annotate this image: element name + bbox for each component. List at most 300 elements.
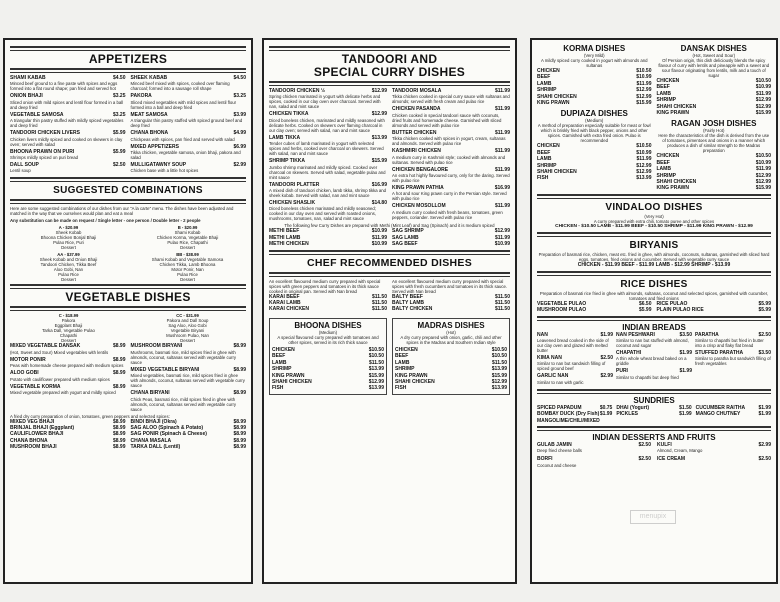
menu-item-name: PURI	[616, 368, 628, 375]
menu-item	[131, 162, 247, 173]
price-row	[392, 241, 510, 247]
menu-item	[695, 350, 771, 366]
menu-item-name: MIXED VEG BHAJI	[10, 418, 55, 425]
menu-item-desc: Spring chicken marinated in yogurt with delicate herbs and spices, cooked in our clay oven over charcoal. Served with nan, salad and mint sauce	[269, 94, 381, 110]
menu-item-desc: Leavened bread cooked in the side of our clay oven and glazed with melted butter	[537, 337, 609, 353]
menu-item-name: SHAHI CHICKEN	[537, 169, 577, 176]
menu-item-price: $10.50	[368, 353, 384, 360]
price-row	[269, 306, 387, 312]
breads-title: INDIAN BREADS	[622, 322, 686, 332]
menu-item-price: $1.99	[679, 349, 692, 356]
menu-item-price: $13.99	[491, 366, 507, 373]
menu-item-name: TANDOORI CHICKEN ½	[269, 88, 326, 94]
menu-item-desc: A medium curry in Kashmiri style; cooked with almonds and sultanas. Served with pulao rice	[392, 154, 506, 165]
watermark: menupix	[630, 510, 676, 524]
menu-item-price: $2.50	[112, 162, 126, 169]
price-row	[10, 444, 126, 450]
menu-item-desc: A mixed dish of tandoori chicken, lamb tikka, shrimp tikka and sheek kobab. Served with salad, nan and mint sauce	[269, 188, 387, 199]
menu-item-name: SAG PONIR (Spinach & Cheese)	[130, 431, 207, 438]
menu-item-price: $12.99	[636, 93, 652, 100]
menu-item-price: $11.50	[491, 359, 507, 366]
menu-item-price: $12.99	[494, 228, 510, 235]
menu-item-price: $8.99	[233, 425, 246, 432]
combo-line: Chicken Tikka, Lamb Bhoona	[159, 262, 216, 268]
menu-item-name: SHAHI CHICKEN	[537, 93, 577, 100]
menu-item-price: $12.99	[368, 378, 384, 385]
combo-line: Pulao Rice, Chapathi	[167, 240, 208, 246]
combo-line: Vegetable Biryani	[170, 328, 205, 334]
dansak-desc: Of Persion origin, this dish deliciously blends the spicy flavour of curry with lentils and pineapple with a sweet and sour flavour originating from lentils, milk and a touch of sugar	[658, 58, 770, 78]
menu-item-name: SHRIMP	[272, 366, 292, 373]
vindaloo-prices: CHICKEN - $10.50 LAMB - $11.99 BEEF - $10.50 SHRIMP - $11.99 KING PRAWN - $12.99	[555, 223, 753, 229]
rogan-desc: Here the characteristics of the dish is derived from the use of tomatoes, pimentoes and onions in a manner which produces a dish of similar strength to the Madras preparation	[658, 133, 770, 154]
right-panel	[530, 38, 778, 584]
menu-item-price: $10.99	[494, 241, 510, 248]
menu-item-price: $5.99	[112, 148, 126, 155]
menu-item-price: $11.99	[494, 88, 510, 94]
menu-item-name: LAMB	[656, 166, 671, 173]
menu-item-desc: Diced boneless chicken marinated and mildly seasoned; cooked in our clay oven and served with roasted onions, mushrooms, tomatoes, nan, salad and mint sauce	[269, 206, 377, 222]
menu-item-name: KING PRAWN	[395, 372, 428, 379]
menu-item	[392, 88, 510, 104]
menu-item-name: NAN PESHWARI	[616, 331, 655, 338]
menu-item	[131, 367, 247, 388]
menu-item-price: $10.50	[491, 353, 507, 360]
rice-desc: Preparation of basmati rice fried in ghee with almonds, sultanas, coconut and selected spices, garnished with cucumber, tomatoes and fried onions	[539, 290, 769, 301]
menu-item	[131, 112, 247, 128]
menu-item	[537, 456, 651, 467]
menu-item-name: BEEF	[656, 159, 670, 166]
menu-item-desc: Mixed vegetable prepared with yogurt and mildly spiced	[10, 390, 116, 396]
veg-combos	[10, 313, 246, 343]
menu-item-name: KING PRAWN	[656, 110, 689, 117]
menu-item-price: $10.99	[755, 84, 771, 91]
menu-item-name: BINDI BHAJI (Okra)	[130, 418, 177, 425]
menu-item-price: $8.99	[233, 418, 246, 425]
menu-item-desc: Sliced mixed vegetables with mild spices and lentil flour formed into a ball and deep fried	[130, 99, 237, 110]
combo-card	[10, 225, 127, 250]
menu-item-price: $8.99	[112, 356, 126, 363]
menu-item-name: ALOO GOBI	[10, 370, 39, 377]
menu-item-price: $13.99	[368, 366, 384, 373]
combo-line: Sag Aloo, Aloo Gobi	[168, 323, 207, 329]
menu-item	[10, 384, 126, 395]
menu-item-price: $8.99	[112, 444, 126, 451]
menu-item-price: $11.99	[494, 148, 510, 155]
menu-item	[392, 130, 510, 146]
price-row	[657, 110, 772, 116]
menu-item-price: $10.99	[371, 228, 387, 235]
menu-item-name: SAG ALOO (Spinach & Potato)	[130, 425, 204, 432]
menu-item-price: $15.99	[755, 185, 771, 192]
menu-item-price: $11.50	[371, 306, 387, 313]
menu-item-name: LAMB	[272, 359, 287, 366]
menu-item	[392, 203, 510, 219]
menu-item-price: $5.99	[758, 300, 771, 307]
menu-item-price: $2.50	[638, 441, 651, 448]
menu-item-desc: Chickpeas with spices, pan fried and served with salad	[130, 136, 235, 142]
menu-item-price: $3.50	[679, 331, 692, 338]
menu-item-price: $8.99	[112, 437, 126, 444]
menu-item-name: BEEF	[395, 353, 409, 360]
menu-item-price: $1.99	[599, 411, 613, 418]
menu-item-name: SHRIMP	[537, 87, 557, 94]
menu-item	[131, 343, 247, 364]
menu-item	[131, 144, 247, 160]
menu-item-price: $8.99	[233, 390, 246, 397]
menu-item-name: SHRIMP	[395, 366, 415, 373]
madras-title: MADRAS DISHES	[417, 320, 485, 330]
price-row	[657, 185, 772, 191]
menu-item-name: MIXED APPETIZERS	[130, 143, 179, 150]
menu-item-price: $12.99	[491, 378, 507, 385]
menu-item-name: TANDOORI MOSALA	[392, 88, 442, 94]
menu-item-name: CAULIFLOWER BHAJI	[10, 431, 64, 438]
tandoori-title-1: TANDOORI AND	[341, 52, 438, 66]
menu-item	[657, 442, 771, 453]
price-row	[537, 307, 652, 313]
menu-item-price: $10.50	[755, 78, 771, 84]
menu-item-name: MANGO CHUTNEY	[695, 411, 741, 418]
menu-item-name: MUSHROOM BIRYANI	[130, 343, 183, 350]
menu-item-name: KIMA NAN	[537, 354, 562, 361]
menu-item-name: TANDOORI CHICKEN LIVERS	[10, 130, 80, 137]
menu-item-desc: Almond, Cream, Mango	[657, 448, 703, 454]
menu-item-desc: (Hot, Sweet and Sour) Mixed vegetables with lentils	[10, 349, 109, 355]
menu-item-price: $3.25	[233, 93, 246, 100]
menu-item-name: VEGETABLE KORMA	[10, 383, 61, 390]
menu-item-price: $4.50	[112, 75, 126, 81]
menu-item-name: LAMB TIKKA	[269, 134, 301, 141]
menu-item-name: SHAHI CHICKEN	[395, 378, 435, 385]
menu-item-price: $12.99	[371, 111, 387, 118]
menu-item	[616, 350, 692, 366]
combo-line: Dessert	[180, 245, 195, 251]
combo-code: AA - $37.99	[57, 252, 80, 258]
menu-item-name: KARAI BEEF	[269, 293, 300, 300]
menu-item-price: $5.99	[112, 130, 126, 137]
menu-item	[269, 88, 387, 109]
menu-item-name: BOMBAY DUCK (Dry Fish)	[537, 411, 600, 418]
menu-item	[269, 135, 387, 156]
menu-item-price: $8.99	[112, 343, 126, 350]
menu-item-name: CHICKEN BENGALORE	[392, 166, 449, 173]
menu-item-desc: Chick Peas, basmati rice, mild spices fried in ghee with almonds, coconut, sultanas served with vegetable curry sauce	[130, 396, 237, 412]
combo-line: Sheek Kobab and Onion Bhaji	[39, 257, 98, 263]
menu-item-price: $8.99	[233, 366, 246, 373]
menu-item-name: CHICKEN	[272, 346, 295, 353]
menu-item-name: CHICKEN	[537, 143, 560, 150]
menu-item-name: FISH	[537, 175, 549, 182]
menu-item-price: $11.99	[494, 129, 510, 136]
chef-title: CHEF RECOMMENDED DISHES	[307, 256, 472, 269]
menu-item-price: $12.99	[755, 97, 771, 104]
combo-code: BB - $38.99	[176, 252, 199, 258]
menu-item-price: $2.99	[758, 441, 771, 448]
menu-item-price: $14.80	[371, 200, 387, 207]
menu-item-name: BRINJAL BHAJI (Eggplant)	[10, 425, 75, 432]
menu-item-price: $5.99	[758, 307, 771, 314]
menu-item-desc: An extra hot highly flavoured curry, only for the daring. Served with pulao rice	[392, 173, 510, 184]
menu-item-price: $8.99	[233, 343, 246, 350]
menu-item-desc: Shrimps mildly spiced on puri bread	[10, 155, 79, 161]
combo-code: C - $18.99	[58, 313, 79, 319]
menu-item-name: BORFI	[537, 456, 553, 463]
menu-item-name: LAMB	[537, 80, 552, 87]
combo-line: Dessert	[61, 277, 76, 283]
menu-item-name: CHANA BHONA	[10, 437, 48, 444]
balty-desc: An excellent flavoured medium curry prepared with special spices with fresh cucumbers and tomatoes in its thick sauce. Served with Nan bread	[392, 278, 508, 294]
menu-item-desc: A medium curry cooked with fresh beans, tomatoes, green peppers, coriander. Served with pulao rice	[392, 209, 503, 220]
menu-item	[131, 390, 247, 411]
menu-item-price: $4.50	[233, 75, 246, 81]
menu-item	[10, 93, 126, 109]
menu-item-name: METHI CHICKEN	[269, 241, 309, 248]
menu-item	[695, 332, 771, 348]
menu-item-name: BALTY LAMB	[392, 300, 425, 307]
combo-line: Dessert	[180, 277, 195, 283]
dupiaza-desc: A method of preparation especially suitable for meat or fowl which is briskly fried with black pepper, onions and other spices. Garnished with extra fried onion. Pulao is recommended	[537, 123, 651, 144]
menu-item-desc: Similar to nan with garlic	[537, 379, 584, 385]
price-row	[131, 444, 247, 450]
menu-item	[10, 357, 126, 368]
menu-item-price: $11.50	[368, 359, 384, 366]
menu-item-price: $13.99	[368, 385, 384, 392]
menu-item-price: $10.99	[636, 74, 652, 81]
menu-item-desc: Chicken livers mildly spiced and cooked on skewers in clay oven; served with salad	[10, 136, 123, 147]
menu-item	[657, 456, 771, 467]
menu-item-name: CHICKEN	[537, 68, 560, 74]
combo-line: Pulao Rice	[58, 272, 79, 278]
menu-item-price: $11.50	[494, 300, 510, 307]
menu-item-price: $16.99	[494, 185, 510, 192]
menu-item-name: SPICED PAPADUM	[537, 404, 582, 411]
menu-item-price: $11.99	[755, 90, 771, 97]
menu-item-name: SAG BEEF	[392, 241, 418, 248]
menu-item-price: $11.99	[494, 166, 510, 173]
menu-item-price: $11.99	[755, 166, 771, 173]
menu-item-name: CHICKEN PASANDA	[392, 106, 441, 113]
combo-line: Pakora and Dall Soup	[166, 318, 209, 324]
combo-line: Shami Kobab and Vegetable Samosa	[151, 257, 224, 263]
biryanis-desc: Preparation of basmati rice, chicken, meat etc. fried in ghee, with almonds, coconuts, sultanas, garnished with sliced hard eggs, tomatoes, fried onions and cucumber. Served with vegetable curry sauce	[538, 252, 770, 263]
korma-desc: A mildly spiced curry cooked in yogurt with almonds and sultanas	[540, 58, 648, 68]
menu-item-price: $0.75	[599, 404, 613, 411]
price-row	[537, 175, 652, 181]
combo-line: Pakora	[61, 318, 76, 324]
menu-item-price: $16.99	[371, 181, 387, 188]
menu-item-price: $15.99	[368, 372, 384, 379]
menu-item-price: $11.99	[494, 106, 510, 113]
menu-item-price: $10.99	[755, 159, 771, 166]
menu-item-price: $1.99	[679, 411, 692, 418]
menu-item-name: ONION BHAJI	[10, 93, 43, 100]
menu-item-price: $12.99	[636, 169, 652, 176]
menu-item-name: MUSHROOM BHAJI	[10, 444, 57, 451]
menu-item-name: KARAI CHICKEN	[269, 306, 309, 313]
menu-item-name: CHANA BHONA	[130, 130, 169, 137]
left-panel	[3, 38, 253, 584]
menu-item-price: $8.99	[233, 431, 246, 438]
menu-item-desc: Similar to chapathi but fried in butter into a crisp and flaky flat bread	[695, 337, 764, 348]
madras-sub: (Hot)	[446, 329, 456, 335]
menu-item	[537, 332, 613, 353]
menu-item-price: $15.99	[755, 110, 771, 117]
menu-item	[10, 343, 126, 354]
menu-item-price: $12.99	[755, 172, 771, 179]
combo-line: Eggplant Bhaji	[54, 323, 83, 329]
menu-item	[10, 130, 126, 146]
menu-item-name: SAG SHRIMP	[392, 228, 424, 235]
menu-item-price: $6.50	[638, 300, 652, 307]
menu-item-name: CHICKEN TIKKA	[269, 111, 309, 118]
menu-item-price: $11.99	[636, 80, 652, 87]
combo-line: Aloo Gobi, Nan	[53, 267, 84, 273]
menu-item	[10, 162, 126, 173]
combos-note: Any substitution can be made on request / Single letter - one person / Double letter - 2 people	[10, 218, 201, 224]
menu-item-price: $1.99	[758, 404, 771, 411]
menu-item-row	[616, 332, 692, 338]
desserts-title: INDIAN DESSERTS AND FRUITS	[592, 432, 716, 442]
menu-item-desc: Chicken cooked in special tandoori sauce with coconuts, dried fruits and homemade cheese. Garnished with sliced almonds and served with pulao rice	[392, 112, 502, 128]
dupiaza-sub: (Medium)	[585, 118, 604, 124]
menu-item-desc: Similar to nan but sandwich filling of spiced ground beef	[537, 361, 606, 372]
bhoona-desc: A special flavoured curry prepared with tomatoes and other spices, served in its rich thick sauce	[277, 334, 379, 345]
menu-item-name: SHRIMP	[656, 172, 676, 179]
combos-title: SUGGESTED COMBINATIONS	[53, 185, 203, 197]
menu-item-name: BEEF	[537, 149, 551, 156]
price-row	[537, 418, 612, 424]
menu-item	[537, 442, 651, 453]
combo-line: Pulao Rice	[177, 272, 198, 278]
menu-item	[392, 106, 510, 127]
menu-item	[269, 182, 387, 198]
combo-card	[10, 313, 127, 343]
menu-item-price: $13.99	[636, 175, 652, 182]
menu-item-desc: Tikka chicken cooked with spices in yogurt, cream, sultanas and almonds. Served with pulao rice	[392, 136, 506, 147]
menu-item-name: MIXED VEGETABLE DANSAK	[10, 343, 81, 350]
menu-item-price: $13.99	[371, 134, 387, 141]
combo-line: Tarka Dall, Vegetable Pulao	[42, 328, 95, 334]
menu-item-price: $10.50	[636, 68, 652, 74]
menu-item-name: BALTY BEEF	[392, 293, 423, 300]
combo-line: Chapathi	[59, 333, 78, 339]
menu-item-name: CHICKEN	[395, 346, 418, 353]
menu-item-name: KULFI	[657, 441, 672, 448]
menu-item-name: SHAHI CHICKEN	[656, 103, 697, 110]
price-row	[537, 100, 652, 106]
price-row	[272, 385, 384, 391]
menu-item	[10, 370, 126, 381]
menu-item-name: PICKLES	[616, 411, 638, 418]
menu-item-price: $1.99	[679, 368, 692, 375]
menu-item-price: $11.50	[494, 293, 510, 300]
menu-item-name: METHI BEEF	[269, 228, 300, 235]
combo-card	[129, 252, 246, 282]
combo-code: CC - $31.99	[176, 313, 199, 319]
menu-item-name: SHEEK KABAB	[130, 75, 168, 81]
menu-item-desc: A triangular thin pastry stuffed with spiced ground beef and deep fried	[130, 118, 243, 129]
menu-item-desc: A thin whole wheat bread baked on a griddle	[616, 356, 687, 367]
bhaji-note: A fried dry curry preparation of onion, tomatoes, green peppers and selected spices:	[10, 413, 170, 419]
menu-item-name: BEEF	[656, 84, 670, 91]
menu-item	[537, 355, 613, 371]
menu-item-desc: Similar to chapathi but deep fried	[616, 374, 679, 380]
combo-card	[10, 252, 127, 282]
menu-item-name: KING PRAWN	[272, 372, 305, 379]
menu-item-desc: Chicken base with a little hot spices	[130, 168, 199, 174]
menu-item-desc: Mushrooms, basmati rice, mild spices fried in ghee with almonds, coconut, sultanas served with vegetable curry sauce	[130, 349, 237, 365]
menu-item-name: SAG LAMB	[392, 234, 419, 241]
menu-item-desc: Jumbo shrimp marinated and mildly spiced. Cooked over charcoal on skewers. Served with salad, vegetable pulao and mint sauce	[269, 164, 386, 180]
menu-item-name: GARLIC NAN	[537, 373, 569, 380]
menu-item-name: NAN	[537, 331, 548, 338]
menu-item-name: SHRIMP	[537, 162, 557, 169]
menu-item-desc: Deep fried cheese balls	[537, 448, 582, 454]
menu-item-name: PAKORA	[130, 93, 152, 100]
menu-item-price: $1.99	[600, 331, 613, 338]
menu-item-price: $11.50	[371, 300, 387, 307]
menu-item-name: CHICKEN SHASLIK	[269, 200, 316, 207]
menu-item-name: SHRIMP TIKKA	[269, 158, 306, 165]
menu-item-price: $2.99	[233, 162, 246, 169]
menu-item-name: BEEF	[537, 74, 551, 81]
menu-item-name: BEEF	[272, 353, 286, 360]
menu-item-desc: Coconut and cheese	[537, 462, 577, 468]
menu-item-name: KARAI LAMB	[269, 300, 301, 307]
menu-item-price: $11.99	[494, 234, 510, 241]
menu-item-name: TANDOORI PLATTER	[269, 181, 320, 188]
menu-item-price: $8.99	[112, 370, 126, 377]
menu-item	[616, 332, 692, 348]
menu-item-name: ICE CREAM	[657, 456, 686, 463]
methi-note: The following few Curry Dishes are prepared with Methi (Mint Leaf) and Sag (Spinach) and it is medium spiced	[284, 223, 495, 229]
combo-card	[129, 313, 246, 343]
price-row	[616, 411, 691, 417]
menu-item-name: LAMB	[537, 156, 552, 163]
menu-item-desc: Tender cubes of lamb marinated in yogurt with selected spices and herbs, cooked over charcoal on skewers. Served with salad, nan and mint sauce	[269, 141, 384, 157]
menu-item-price: $10.50	[636, 143, 652, 150]
menu-item-name: PARATHA	[695, 331, 719, 338]
menu-item-name: SHRIMP	[656, 97, 676, 104]
menu-item	[392, 148, 510, 164]
bhoona-sub: (Medium)	[318, 329, 338, 335]
sundries-title: SUNDRIES	[633, 395, 675, 405]
menu-item-price: $3.25	[112, 93, 126, 100]
menu-item-price: $15.99	[491, 372, 507, 379]
menu-item-name: CHICKEN	[656, 153, 680, 160]
menu-item-name: PLAIN PULAO RICE	[656, 307, 704, 314]
vindaloo-sub: (Very Hot)	[644, 213, 664, 219]
combo-line: Pulao Rice, Puri	[53, 240, 84, 246]
menu-item-desc: Tikka chicken cooked in special curry sauce with sultanas and almonds; served with fresh cream and pulao rice	[392, 94, 510, 105]
korma-title: KORMA DISHES	[563, 44, 626, 53]
menu-item-name: FISH	[272, 385, 284, 392]
price-row	[269, 241, 387, 247]
menu-item-name: VEGETABLE SAMOSA	[10, 111, 64, 118]
vindaloo-title: VINDALOO DISHES	[605, 201, 703, 213]
menu-item	[10, 112, 126, 128]
menu-item-price: $12.99	[636, 162, 652, 169]
rice-title: RICE DISHES	[620, 278, 688, 290]
dansak-sub: (Hot, Sweet and Sour)	[692, 53, 735, 58]
menu-item-desc: Lentil soup	[10, 168, 31, 174]
menu-item-desc: Diced boneless chicken, marinated and mildly seasoned with delicate herbs. Cooked on skewers over flaming charcoal in our clay oven; served with salad, nan and mint sauce	[269, 117, 385, 133]
menu-item-price: $1.50	[679, 404, 692, 411]
menu-item	[269, 111, 387, 132]
menu-item-price: $12.99	[755, 179, 771, 186]
menu-item-name: CUCUMBER RAITHA	[695, 404, 746, 411]
